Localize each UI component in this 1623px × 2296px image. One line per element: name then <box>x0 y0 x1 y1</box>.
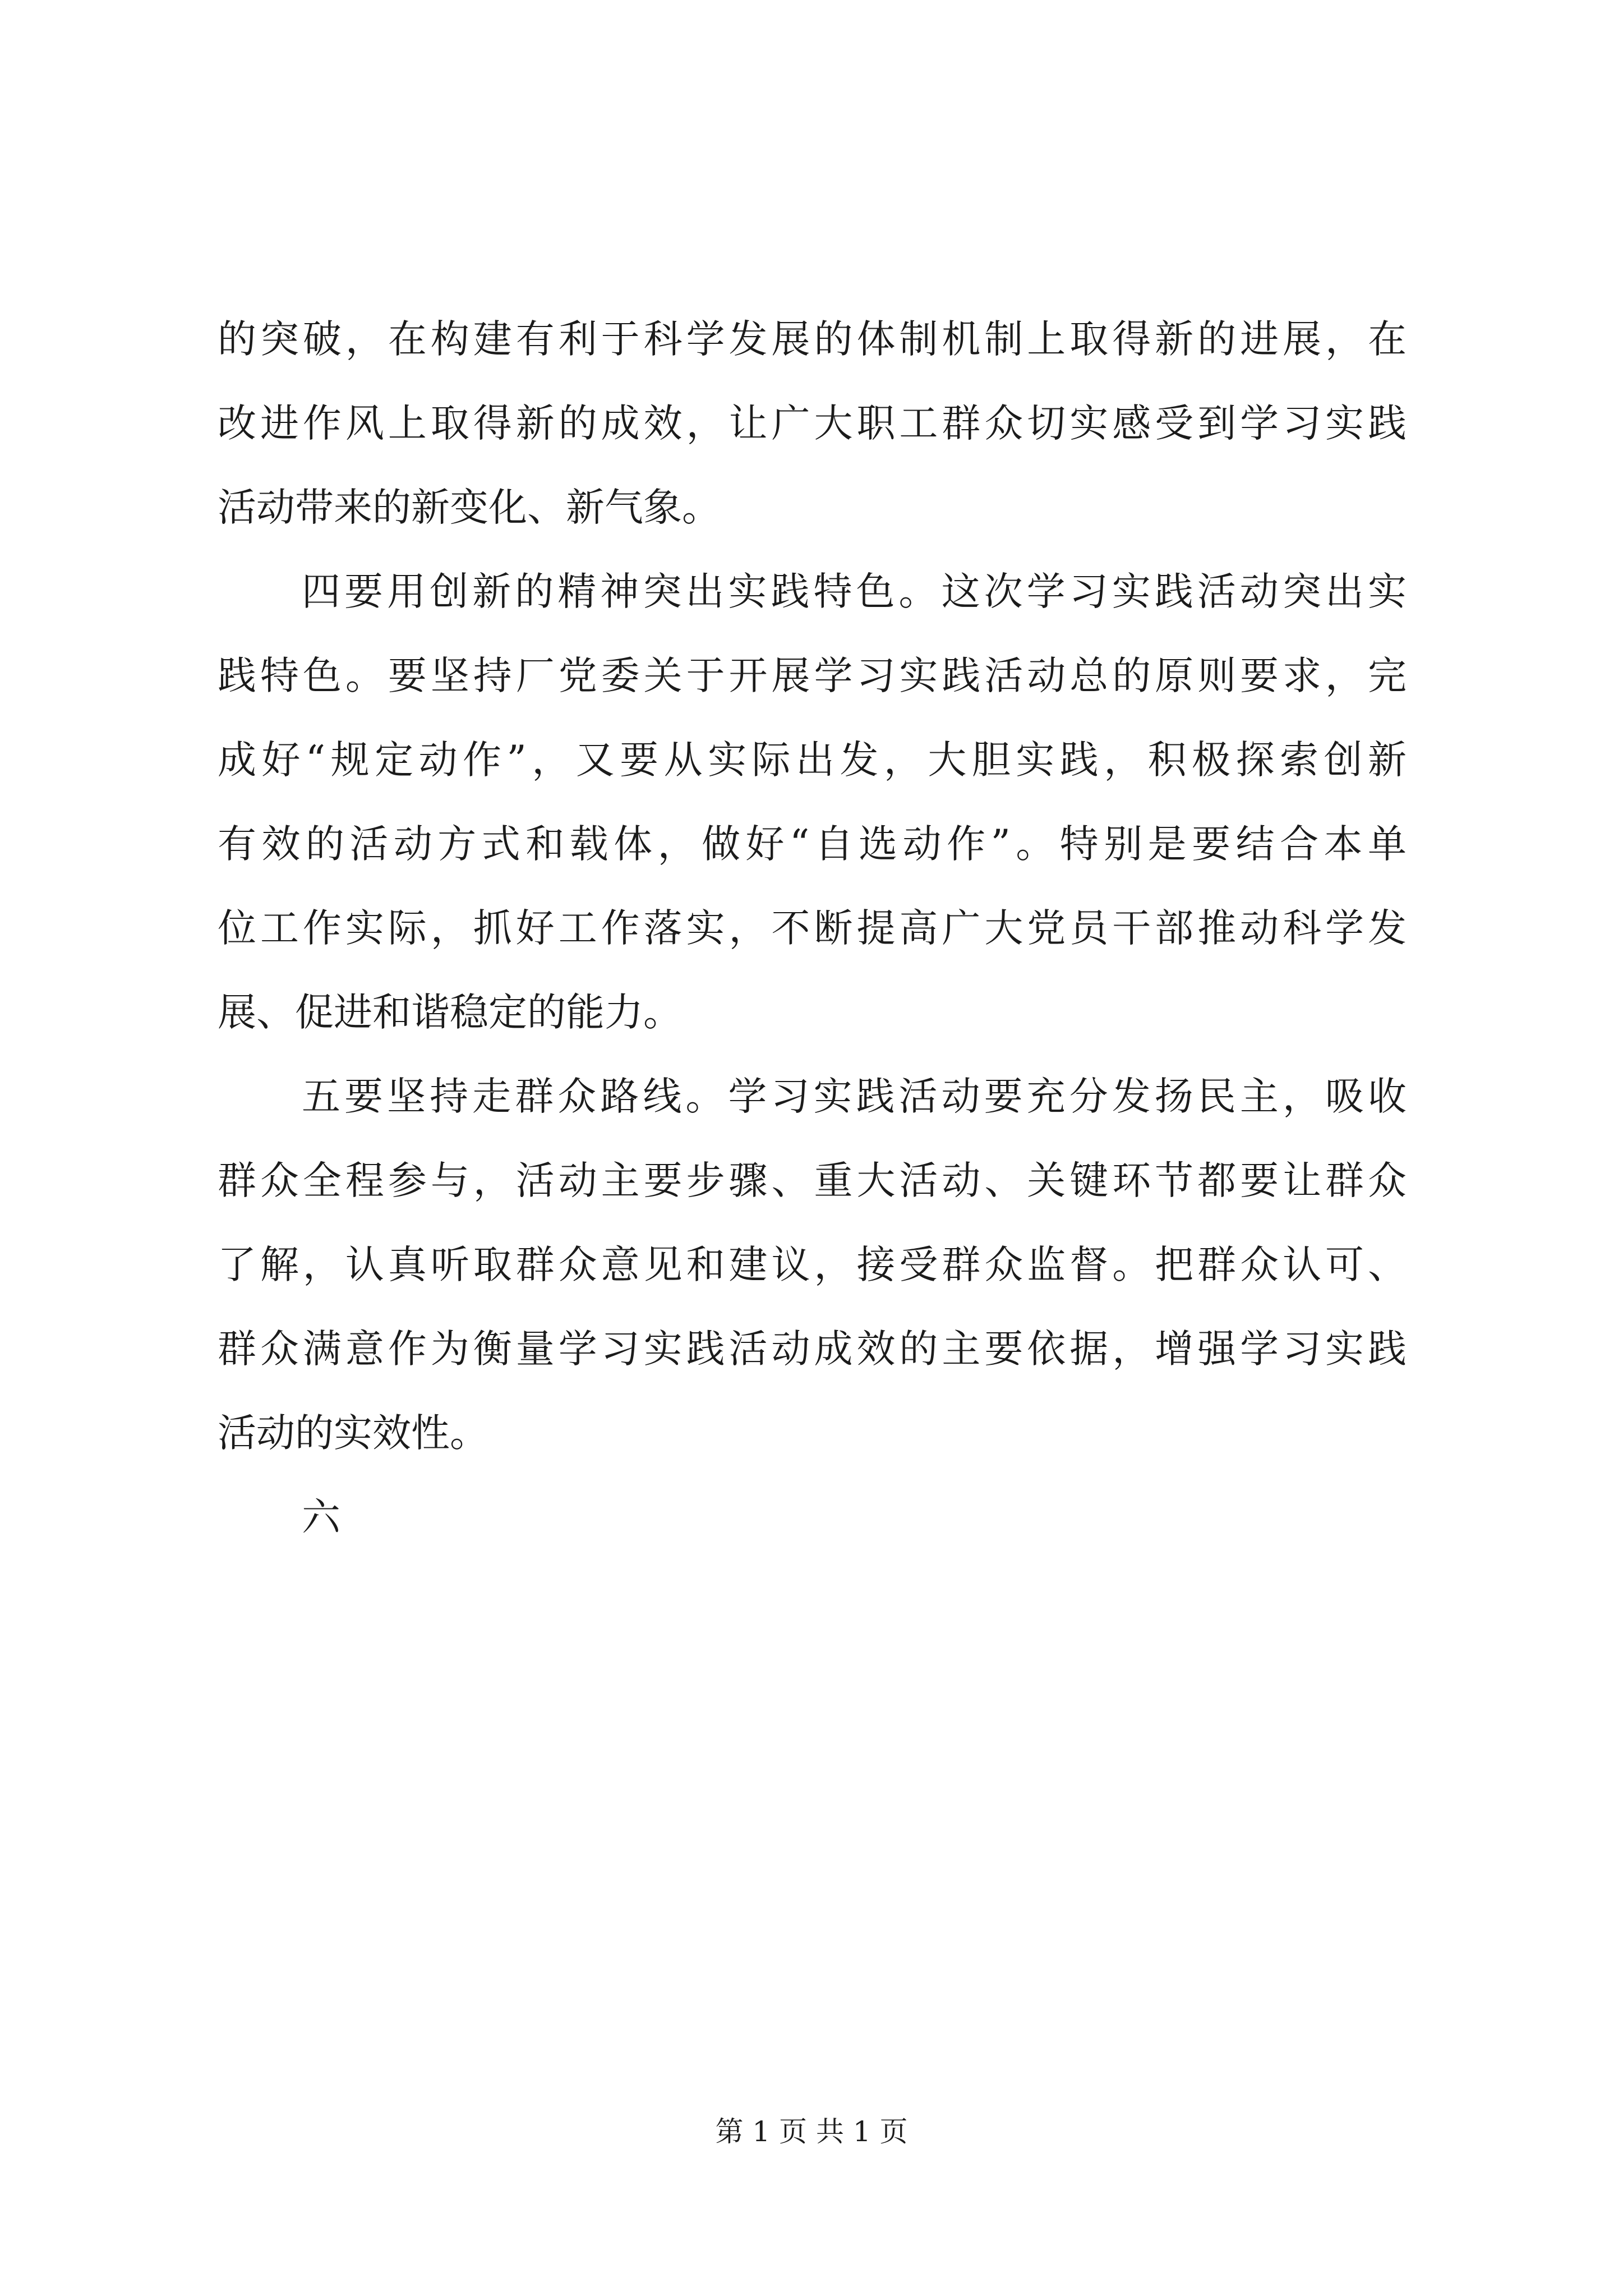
paragraph-3-line-3: 了解，认真听取群众意见和建议，接受群众监督。把群众认可、 <box>218 1243 1407 1287</box>
paragraph-1-line-2: 改进作风上取得新的成效，让广大职工群众切实感受到学习实践 <box>218 401 1407 446</box>
paragraph-3-line-5: 活动的实效性。 <box>218 1411 488 1456</box>
paragraph-3-line-1: 五要坚持走群众路线。学习实践活动要充分发扬民主，吸收 <box>302 1074 1407 1119</box>
page-footer: 第 1 页 共 1 页 <box>715 2115 908 2148</box>
paragraph-2-line-4: 有效的活动方式和载体，做好“自选动作”。特别是要结合本单 <box>218 822 1407 867</box>
paragraph-1-line-1: 的突破，在构建有利于科学发展的体制机制上取得新的进展，在 <box>218 317 1407 362</box>
paragraph-1-line-3: 活动带来的新变化、新气象。 <box>218 485 721 530</box>
paragraph-3-line-4: 群众满意作为衡量学习实践活动成效的主要依据，增强学习实践 <box>218 1327 1407 1372</box>
paragraph-3-line-2: 群众全程参与，活动主要步骤、重大活动、关键环节都要让群众 <box>218 1158 1407 1203</box>
paragraph-2-line-1: 四要用创新的精神突出实践特色。这次学习实践活动突出实 <box>302 569 1407 614</box>
document-body <box>218 297 1407 1559</box>
paragraph-2-line-5: 位工作实际，抓好工作落实，不断提高广大党员干部推动科学发 <box>218 906 1407 951</box>
paragraph-2-line-2: 践特色。要坚持厂党委关于开展学习实践活动总的原则要求，完 <box>218 654 1407 698</box>
paragraph-2-line-6: 展、促进和谐稳定的能力。 <box>218 990 682 1035</box>
paragraph-2-line-3: 成好“规定动作”，又要从实际出发，大胆实践，积极探索创新 <box>218 738 1407 783</box>
paragraph-4-line-1: 六 <box>302 1495 340 1540</box>
